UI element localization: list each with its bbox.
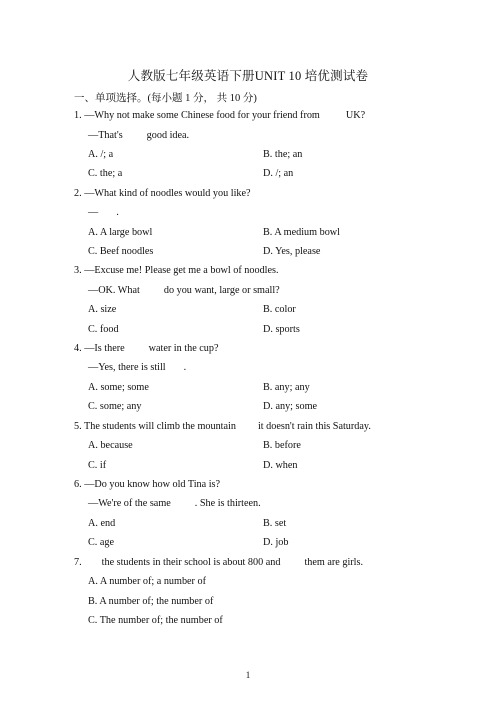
- question-7-stem-part: them are girls.: [304, 557, 364, 568]
- option-6a[interactable]: A. end: [88, 518, 116, 529]
- option-1c[interactable]: C. the; a: [88, 168, 123, 179]
- question-2-stem: 2. —What kind of noodles would you like?: [74, 188, 251, 199]
- question-1-line2: [88, 130, 189, 141]
- option-7b[interactable]: B. A number of; the number of: [88, 596, 214, 607]
- option-2a[interactable]: A. A large bowl: [88, 227, 153, 238]
- option-4c[interactable]: C. some; any: [88, 401, 142, 412]
- question-4-stem: [74, 343, 219, 354]
- option-5c[interactable]: C. if: [88, 460, 107, 471]
- question-5-stem-part: 5. The students will climb the mountain: [74, 421, 236, 432]
- option-2b[interactable]: B. A medium bowl: [263, 227, 340, 238]
- question-4-line2-part: .: [183, 362, 187, 373]
- question-2-line2-part: .: [116, 207, 119, 218]
- question-7-stem-part: the students in their school is about 800 and: [101, 557, 281, 568]
- option-3d[interactable]: D. sports: [263, 324, 300, 335]
- option-2c[interactable]: C. Beef noodles: [88, 246, 154, 257]
- question-5-stem-part: it doesn't rain this Saturday.: [257, 421, 371, 432]
- option-4b[interactable]: B. any; any: [263, 382, 310, 393]
- option-6d[interactable]: D. job: [263, 537, 289, 548]
- question-2-line2-part: —: [88, 207, 99, 218]
- option-4d[interactable]: D. any; some: [263, 401, 318, 412]
- question-3-line2: [88, 285, 280, 296]
- question-2-line2: [88, 207, 119, 218]
- option-6b[interactable]: B. set: [263, 518, 287, 529]
- option-7c[interactable]: C. The number of; the number of: [88, 615, 223, 626]
- option-6c[interactable]: C. age: [88, 537, 115, 548]
- question-6-line2-part: —We're of the same: [88, 498, 171, 509]
- option-7a[interactable]: A. A number of; a number of: [88, 576, 206, 587]
- question-4-line2: [88, 362, 186, 373]
- option-3c[interactable]: C. food: [88, 324, 119, 335]
- option-5a[interactable]: A. because: [88, 440, 133, 451]
- question-3-line2-part: —OK. What: [88, 285, 140, 296]
- question-1-line2-part: —That's: [88, 130, 123, 141]
- option-2d[interactable]: D. Yes, please: [263, 246, 321, 257]
- question-4-stem-part: water in the cup?: [148, 343, 219, 354]
- option-5b[interactable]: B. before: [263, 440, 301, 451]
- question-4-line2-part: —Yes, there is still: [88, 362, 166, 373]
- option-3a[interactable]: A. size: [88, 304, 117, 315]
- question-3-line2-part: do you want, large or small?: [163, 285, 280, 296]
- question-5-stem: [74, 421, 371, 432]
- question-6-line2-part: . She is thirteen.: [194, 498, 261, 509]
- question-1-line2-part: good idea.: [146, 130, 190, 141]
- option-3b[interactable]: B. color: [263, 304, 296, 315]
- page-number: 1: [245, 670, 251, 680]
- option-4a[interactable]: A. some; some: [88, 382, 149, 393]
- option-5d[interactable]: D. when: [263, 460, 298, 471]
- option-1b[interactable]: B. the; an: [263, 149, 303, 160]
- option-1a[interactable]: A. /; a: [88, 149, 114, 160]
- question-7-stem-part: 7.: [74, 557, 82, 568]
- page-title: 人教版七年级英语下册UNIT 10 培优测试卷: [127, 69, 369, 83]
- question-3-stem: 3. —Excuse me! Please get me a bowl of noodles.: [74, 265, 279, 276]
- section-heading: 一、单项选择。(每小题 1 分， 共 10 分): [74, 93, 257, 104]
- option-1d[interactable]: D. /; an: [263, 168, 294, 179]
- question-1-stem-part: UK?: [345, 110, 366, 121]
- question-7-stem: [74, 557, 363, 568]
- question-6-line2: [88, 498, 261, 509]
- question-6-stem: 6. —Do you know how old Tina is?: [74, 479, 221, 490]
- question-1-stem-part: 1. —Why not make some Chinese food for your friend from: [74, 110, 320, 121]
- question-4-stem-part: 4. —Is there: [74, 343, 125, 354]
- question-1-stem: [74, 110, 365, 121]
